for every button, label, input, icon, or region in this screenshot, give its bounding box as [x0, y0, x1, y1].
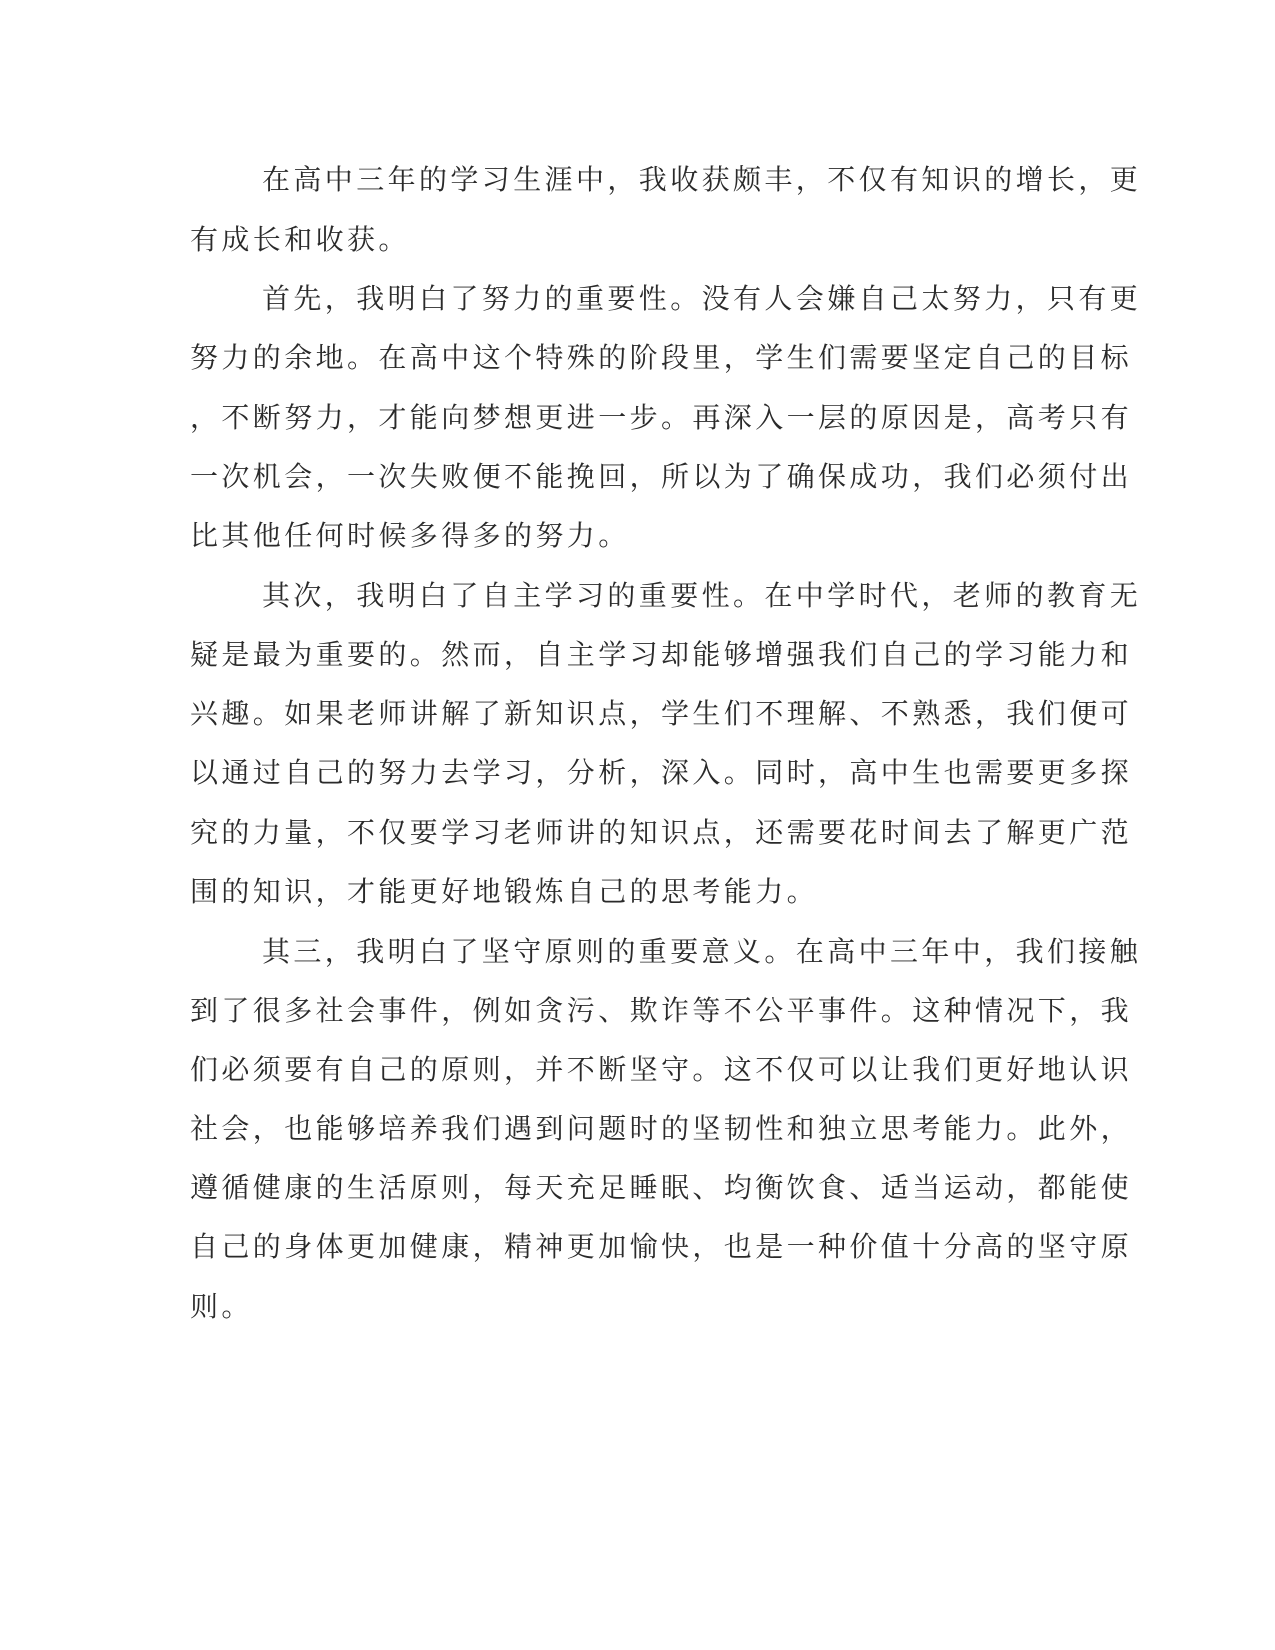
paragraph-2-line-3: ，不断努力，才能向梦想更进一步。再深入一层的原因是，高考只有 — [190, 401, 1133, 434]
paragraph-2-line-4: 一次机会，一次失败便不能挽回，所以为了确保成功，我们必须付出 — [190, 460, 1133, 493]
paragraph-4-line-5: 遵循健康的生活原则，每天充足睡眠、均衡饮食、适当运动，都能使 — [190, 1171, 1133, 1204]
paragraph-4-line-6: 自己的身体更加健康，精神更加愉快，也是一种价值十分高的坚守原 — [190, 1230, 1133, 1263]
paragraph-4-line-1: 其三，我明白了坚守原则的重要意义。在高中三年中，我们接触 — [262, 935, 1142, 968]
paragraph-3-line-5: 究的力量，不仅要学习老师讲的知识点，还需要花时间去了解更广范 — [190, 816, 1133, 849]
paragraph-1-line-2: 有成长和收获。 — [190, 223, 410, 256]
paragraph-4-line-3: 们必须要有自己的原则，并不断坚守。这不仅可以让我们更好地认识 — [190, 1053, 1133, 1086]
paragraph-1-line-1: 在高中三年的学习生涯中，我收获颇丰，不仅有知识的增长，更 — [262, 163, 1142, 196]
paragraph-4-line-4: 社会，也能够培养我们遇到问题时的坚韧性和独立思考能力。此外， — [190, 1112, 1133, 1145]
paragraph-3-line-1: 其次，我明白了自主学习的重要性。在中学时代，老师的教育无 — [262, 579, 1142, 612]
paragraph-3-line-2: 疑是最为重要的。然而，自主学习却能够增强我们自己的学习能力和 — [190, 638, 1133, 671]
paragraph-2-line-2: 努力的余地。在高中这个特殊的阶段里，学生们需要坚定自己的目标 — [190, 341, 1133, 374]
paragraph-2-line-5: 比其他任何时候多得多的努力。 — [190, 519, 630, 552]
paragraph-3-line-4: 以通过自己的努力去学习，分析，深入。同时，高中生也需要更多探 — [190, 756, 1133, 789]
paragraph-3-line-3: 兴趣。如果老师讲解了新知识点，学生们不理解、不熟悉，我们便可 — [190, 697, 1133, 730]
paragraph-4-line-2: 到了很多社会事件，例如贪污、欺诈等不公平事件。这种情况下，我 — [190, 994, 1133, 1027]
paragraph-2-line-1: 首先，我明白了努力的重要性。没有人会嫌自己太努力，只有更 — [262, 282, 1142, 315]
paragraph-4-line-7: 则。 — [190, 1290, 253, 1323]
paragraph-3-line-6: 围的知识，才能更好地锻炼自己的思考能力。 — [190, 875, 819, 908]
